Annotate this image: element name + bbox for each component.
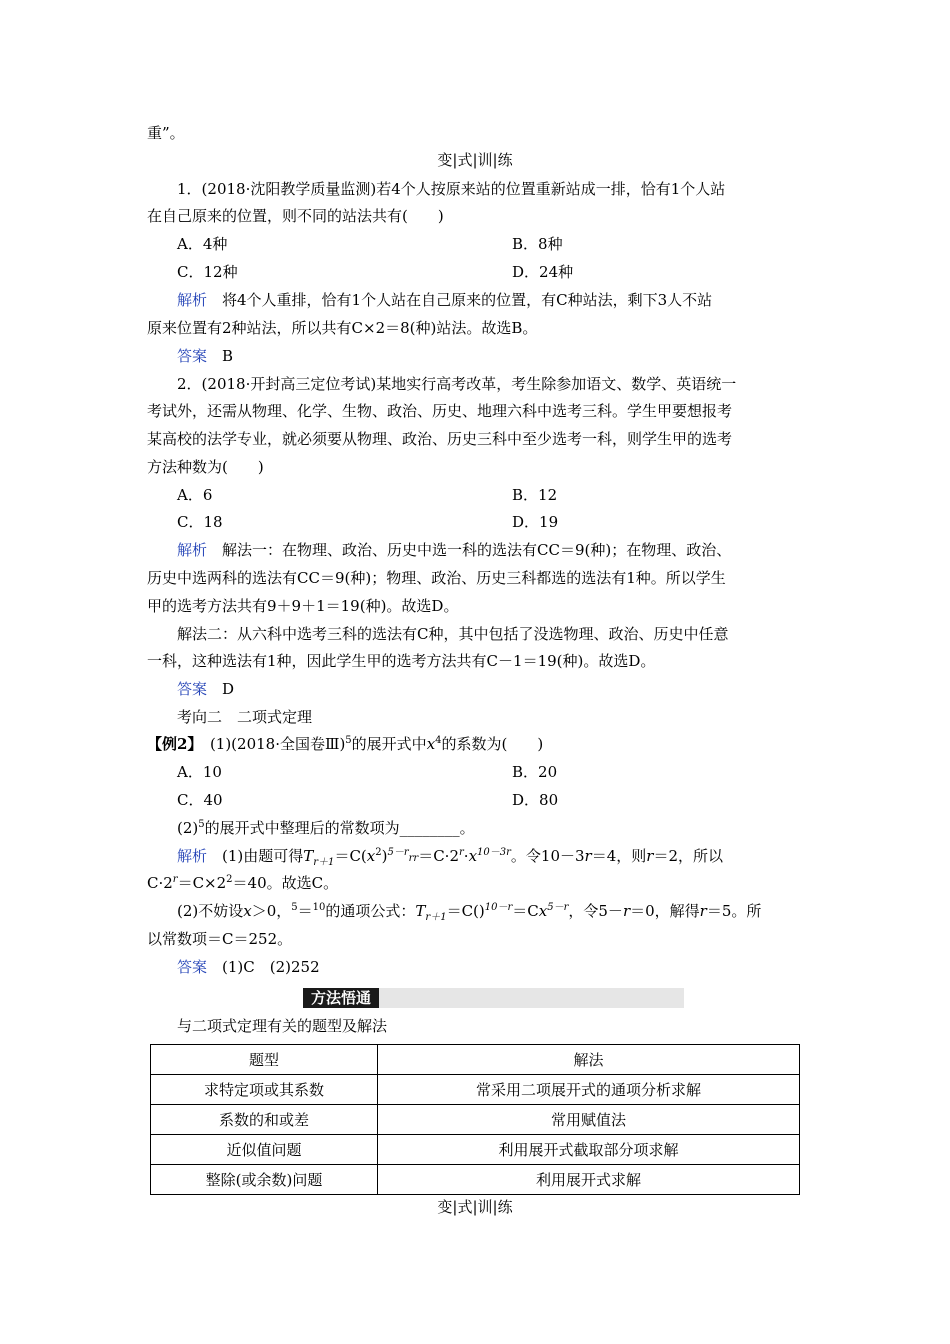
table-row: [151, 1165, 800, 1195]
solution-text: 历史中选两科的选法有CC＝9(种)；物理、政治、历史三科都选的选法有1种。所以学生: [147, 569, 726, 587]
subscript: r＋1: [425, 912, 447, 923]
example-text: 的系数为( ): [441, 735, 544, 753]
solution-text: ＝0，解得: [630, 902, 700, 920]
question-1-text: 1．(2018·沈阳教学质量监测)若4个人按原来站的位置重新站成一排，恰有1个人站: [177, 180, 726, 198]
solution-text: 的通项公式：: [325, 902, 416, 920]
table-row: [151, 1135, 800, 1165]
topic-heading: 考向二 二项式定理: [177, 708, 313, 726]
solution-text: 。令10－3: [510, 847, 585, 865]
answer-value: B: [207, 347, 234, 365]
math-variable: T: [303, 847, 314, 865]
solution-text: ＝5。所: [706, 902, 762, 920]
answer-value: (1)C (2)252: [207, 958, 320, 976]
solution-text: 将4个人重排，恰有1个人站在自己原来的位置，有C种站法，剩下3人不站: [207, 291, 713, 309]
solution-text: [177, 900, 761, 929]
answer-label: 答案: [177, 347, 208, 365]
math-variable: r: [584, 847, 592, 865]
option-d: D．19: [512, 513, 559, 531]
solution-text: ＞0，: [251, 902, 292, 920]
option-a: A．10: [177, 763, 222, 781]
superscript: 4: [435, 735, 442, 746]
option-c: C．12种: [177, 263, 238, 281]
option-d: D．24种: [512, 263, 574, 281]
section-title: 变|式|训|练: [437, 151, 513, 169]
table-row: [151, 1105, 800, 1135]
math-variable: x: [468, 847, 478, 865]
answer-line: [177, 956, 320, 978]
superscript: r: [459, 847, 464, 858]
answer-label: 答案: [177, 958, 208, 976]
superscript: 5－r: [387, 847, 409, 858]
solution-text: ＝C×2: [177, 874, 227, 892]
math-variable: r: [622, 902, 631, 920]
solution-line: [177, 539, 731, 561]
superscript: 10－3r: [477, 847, 511, 858]
solution-label: 解析: [177, 541, 208, 559]
example-2-text: [147, 733, 543, 755]
solution-text: ＝: [297, 902, 313, 920]
question-2-text: 方法种数为( ): [147, 458, 264, 476]
option-d: D．80: [512, 791, 559, 809]
question-2-text: 考试外，还需从物理、化学、生物、政治、历史、地理六科中选考三科。学生甲要想报考: [147, 402, 733, 420]
table-row: [151, 1075, 800, 1105]
solution-label: 解析: [177, 291, 208, 309]
question-1-text: 在自己原来的位置，则不同的站法共有( ): [147, 207, 444, 225]
option-a: A．6: [177, 486, 213, 504]
superscript: 2: [226, 874, 233, 885]
text-line: 重”。: [147, 124, 185, 142]
solution-text: ，令5－: [568, 902, 623, 920]
solution-text: 一科，这种选法有1种，因此学生甲的选考方法共有C－1＝19(种)。故选D。: [147, 652, 656, 670]
superscript: 10－r: [484, 902, 513, 913]
solution-text: ·: [463, 847, 469, 865]
solution-label: 解析: [177, 847, 208, 865]
superscript: 5: [198, 819, 205, 830]
solution-text: (2)不妨设: [177, 902, 244, 920]
math-variable: x: [243, 902, 252, 920]
table-cell: 系数的和或差: [151, 1105, 378, 1135]
example-text: (1)(2018·全国卷Ⅲ): [194, 735, 346, 753]
solution-text: ＝C: [512, 902, 539, 920]
question-2-text: 某高校的法学专业，就必须要从物理、政治、历史三科中至少选考一科，则学生甲的选考: [147, 430, 733, 448]
solution-text: 以常数项＝C＝252。: [147, 930, 293, 948]
superscript: 5－r: [547, 902, 569, 913]
solution-text: 解法一：在物理、政治、历史中选一科的选法有CC＝9(种)；在物理、政治、: [207, 541, 732, 559]
solution-line: [177, 289, 712, 311]
math-variable: r: [646, 847, 654, 865]
table-cell: 常采用二项展开式的通项分析求解: [378, 1075, 800, 1105]
math-variable: r: [699, 902, 707, 920]
solution-text: ＝40。故选C。: [232, 874, 339, 892]
example-text: (2): [177, 819, 199, 837]
solution-text: 甲的选考方法共有9＋9＋1＝19(种)。故选D。: [147, 597, 459, 615]
solution-text: 解法二：从六科中选考三科的选法有C种，其中包括了没选物理、政治、历史中任意: [177, 625, 729, 643]
option-b: B．12: [512, 486, 558, 504]
superscript: 5: [345, 735, 352, 746]
example-text: 的展开式中整理后的常数项为________。: [204, 819, 475, 837]
superscript: r: [408, 853, 414, 864]
math-variable: T: [415, 902, 426, 920]
solution-text: [147, 872, 338, 894]
solution-text: ＝C(): [446, 902, 485, 920]
method-banner-label: 方法悟通: [303, 988, 379, 1008]
superscript: r: [172, 874, 178, 885]
table-header-cell: 解法: [378, 1045, 800, 1075]
method-banner: [303, 988, 684, 1008]
table-cell: 利用展开式截取部分项求解: [378, 1135, 800, 1165]
table-cell: 常用赋值法: [378, 1105, 800, 1135]
table-header-cell: 题型: [151, 1045, 378, 1075]
math-variable: x: [366, 847, 376, 865]
superscript: 5: [291, 902, 298, 913]
math-variable: x: [426, 735, 436, 753]
answer-label: 答案: [177, 680, 208, 698]
table-intro: 与二项式定理有关的题型及解法: [177, 1017, 388, 1035]
solution-text: ＝2，所以: [653, 847, 723, 865]
question-2-text: 2．(2018·开封高三定位考试)某地实行高考改革，考生除参加语文、数学、英语统一: [177, 375, 737, 393]
solution-text: ＝C(: [334, 847, 367, 865]
option-b: B．20: [512, 763, 558, 781]
math-variable: x: [538, 902, 548, 920]
solution-line: [177, 845, 723, 874]
solution-text: (1)由题可得: [207, 847, 304, 865]
table-cell: 利用展开式求解: [378, 1165, 800, 1195]
answer-value: D: [207, 680, 235, 698]
example-label: 【例2】: [147, 735, 195, 753]
table-cell: 求特定项或其系数: [151, 1075, 378, 1105]
answer-line: [177, 678, 234, 700]
method-table: [150, 1044, 800, 1195]
option-c: C．18: [177, 513, 223, 531]
superscript: 10: [312, 902, 326, 913]
solution-text: C·2: [147, 874, 173, 892]
option-c: C．40: [177, 791, 223, 809]
example-2-part-2: [177, 817, 475, 839]
option-b: B．8种: [512, 235, 563, 253]
table-cell: 近似值问题: [151, 1135, 378, 1165]
subscript: r＋1: [313, 857, 335, 868]
section-title: 变|式|训|练: [437, 1198, 513, 1216]
solution-text: ＝4，则: [591, 847, 647, 865]
solution-text: ＝C·2: [418, 847, 459, 865]
option-a: A．4种: [177, 235, 228, 253]
solution-text: ): [381, 847, 388, 865]
example-text: 的展开式中: [351, 735, 427, 753]
answer-line: [177, 345, 233, 367]
table-cell: 整除(或余数)问题: [151, 1165, 378, 1195]
superscript: r: [413, 853, 419, 864]
solution-text: 原来位置有2种站法，所以共有C×2＝8(种)站法。故选B。: [147, 319, 538, 337]
superscript: 2: [375, 847, 382, 858]
table-header-row: [151, 1045, 800, 1075]
